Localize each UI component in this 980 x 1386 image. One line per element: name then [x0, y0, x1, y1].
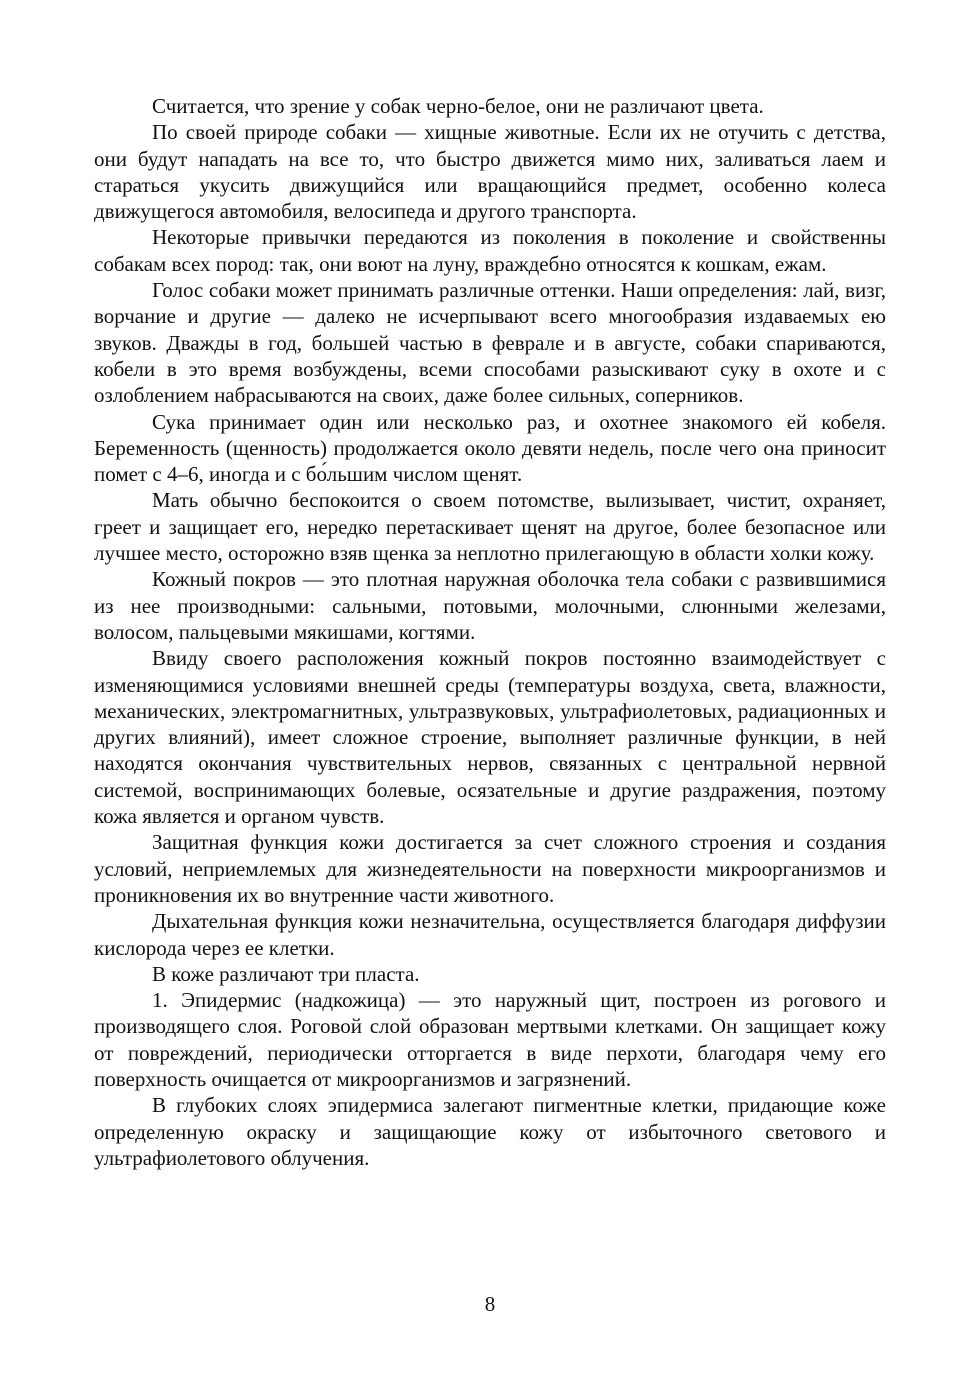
- paragraph: В глубоких слоях эпидермиса залегают пигментные клетки, придающие коже определенную окраску и защищающие кожу от избыточного светового и ультрафиолетового облучения.: [94, 1093, 886, 1170]
- paragraph: 1. Эпидермис (надкожица) — это наружный щит, построен из рогового и производящего слоя. Роговой слой образован мертвыми клетками. Он защищает кожу от повреждений, периодически отторгается в виде перхоти, благодаря чему его поверхность очищается от микроорганизмов и загрязнений.: [94, 988, 886, 1091]
- paragraph: Некоторые привычки передаются из поколения в поколение и свойственны собакам всех пород: так, они воют на луну, враждебно относятся к кошкам, ежам.: [94, 225, 886, 276]
- paragraph: В коже различают три пласта.: [152, 961, 420, 986]
- paragraph: Считается, что зрение у собак черно-белое, они не различают цвета.: [152, 94, 764, 118]
- paragraph: По своей природе собаки — хищные животные. Если их не отучить с детства, они будут нападать на все то, что быстро движется мимо них, заливаться лаем и стараться укусить движущийся или вращающийся предмет, особенно колеса движущегося автомобиля, велосипеда и другого транспорта.: [94, 120, 886, 224]
- paragraph: Ввиду своего расположения кожный покров постоянно взаимодействует с изменяющимися условиями внешней среды (температуры воздуха, света, влажности, механических, электромагнитных, ультразвуковых, ультрафиолетовых, радиационных и других влияний), имеет сложное строение, выполняет различные функции, в ней находятся окончания чувствительных нервов, связанных с центральной нервной системой, воспринимающих болевые, осязательные и другие раздражения, поэтому кожа является и органом чувств.: [94, 646, 886, 829]
- body-text: [94, 93, 886, 1171]
- page-number: 8: [484, 1292, 496, 1316]
- paragraph: Мать обычно беспокоится о своем потомстве, вылизывает, чистит, охраняет, греет и защищает его, нередко перетаскивает щенят на другое, более безопасное или лучшее место, осторожно взяв щенка за неплотно прилегающую в области холки кожу.: [94, 488, 886, 566]
- paragraph: Дыхательная функция кожи незначительна, осуществляется благодаря диффузии кислорода через ее клетки.: [94, 909, 886, 960]
- paragraph: Защитная функция кожи достигается за счет сложного строения и создания условий, неприемлемых для жизнедеятельности на поверхности микроорганизмов и проникновения их во внутренние части животного.: [94, 830, 886, 907]
- paragraph: Сука принимает один или несколько раз, и охотнее знакомого ей кобеля. Беременность (щенность) продолжается около девяти недель, после чего она приносит помет с 4–6, иногда и с бо́льшим числом щенят.: [94, 409, 886, 487]
- paragraph: Голос собаки может принимать различные оттенки. Наши определения: лай, визг, ворчание и другие — далеко не исчерпывают всего многообразия издаваемых ею звуков. Дважды в год, большей частью в феврале и в августе, собаки спариваются, кобели в это время возбуждены, всеми способами разыскивают суку в охоте и с озлоблением набрасываются на своих, даже более сильных, соперников.: [94, 278, 886, 408]
- paragraph: Кожный покров — это плотная наружная оболочка тела собаки с развившимися из нее производными: сальными, потовыми, молочными, слюнными железами, волосом, пальцевыми мякишами, когтями.: [94, 567, 886, 644]
